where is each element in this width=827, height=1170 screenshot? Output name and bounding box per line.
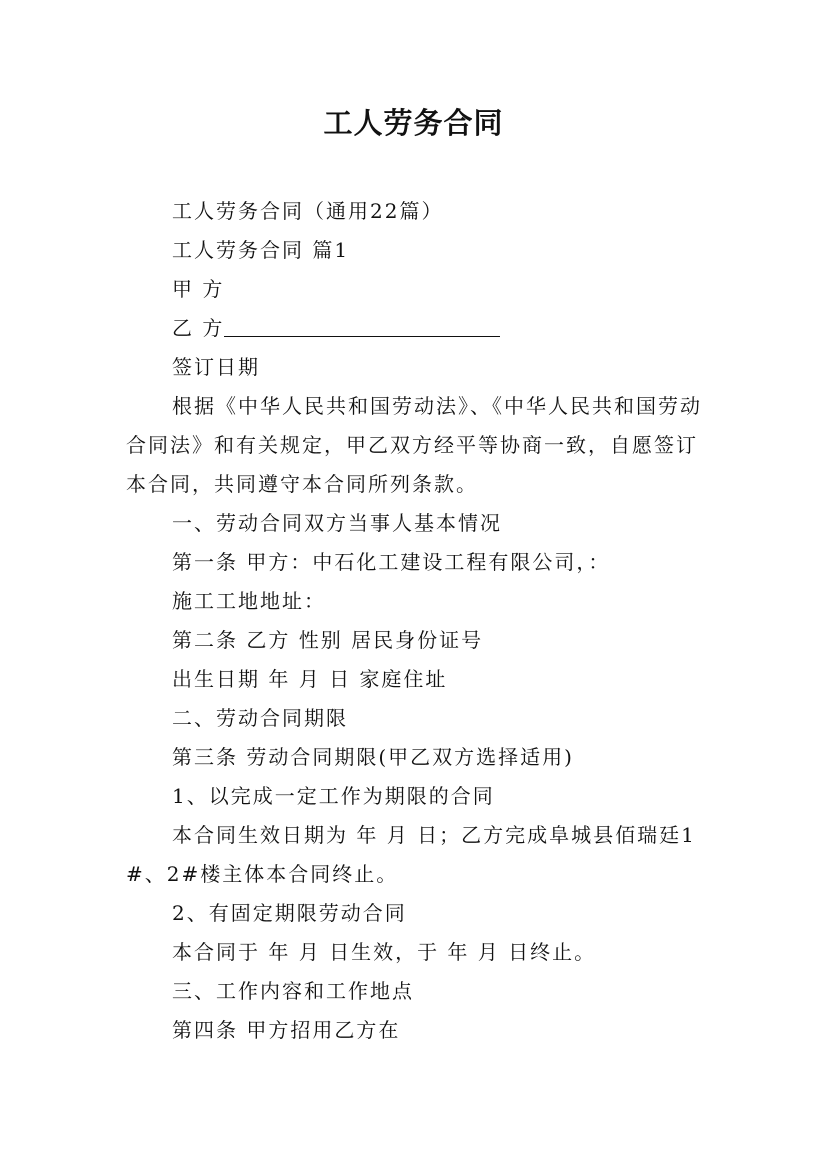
paragraph: 根据《中华人民共和国劳动法》、《中华人民共和国劳动合同法》和有关规定，甲乙双方经平等协商一致，自愿签订本合同，共同遵守本合同所列条款。 (126, 394, 702, 496)
paragraph: 第一条 甲方：中石化工建设工程有限公司，： (172, 550, 611, 574)
paragraph: 工人劳务合同（通用22篇） (172, 199, 444, 223)
paragraph: 一、劳动合同双方当事人基本情况 (172, 511, 502, 535)
paragraph: 第二条 乙方 性别 居民身份证号 (172, 628, 484, 652)
paragraph: 本合同生效日期为 年 月 日；乙方完成阜城县佰瑞廷1#、2#楼主体本合同终止。 (126, 823, 696, 886)
document-title: 工人劳务合同 (323, 106, 504, 140)
paragraph: 第三条 劳动合同期限(甲乙双方选择适用) (172, 745, 574, 769)
paragraph: 1、以完成一定工作为期限的合同 (172, 784, 495, 808)
paragraph-text: 乙 方 (172, 316, 225, 340)
paragraph: 本合同于 年 月 日生效，于 年 月 日终止。 (172, 940, 597, 964)
paragraph: 二、劳动合同期限 (172, 706, 348, 730)
paragraph: 工人劳务合同 篇1 (172, 238, 350, 262)
paragraph: 第四条 甲方招用乙方在 (172, 1018, 401, 1042)
paragraph: 签订日期 (172, 355, 260, 379)
party-b-line (126, 309, 706, 348)
paragraph: 甲 方 (172, 277, 225, 301)
paragraph: 2、有固定期限劳动合同 (172, 901, 407, 925)
blank-underline (224, 312, 500, 337)
document-body (126, 192, 706, 1050)
paragraph: 三、工作内容和工作地点 (172, 979, 414, 1003)
paragraph: 出生日期 年 月 日 家庭住址 (172, 667, 448, 691)
paragraph: 施工工地地址： (172, 589, 326, 613)
